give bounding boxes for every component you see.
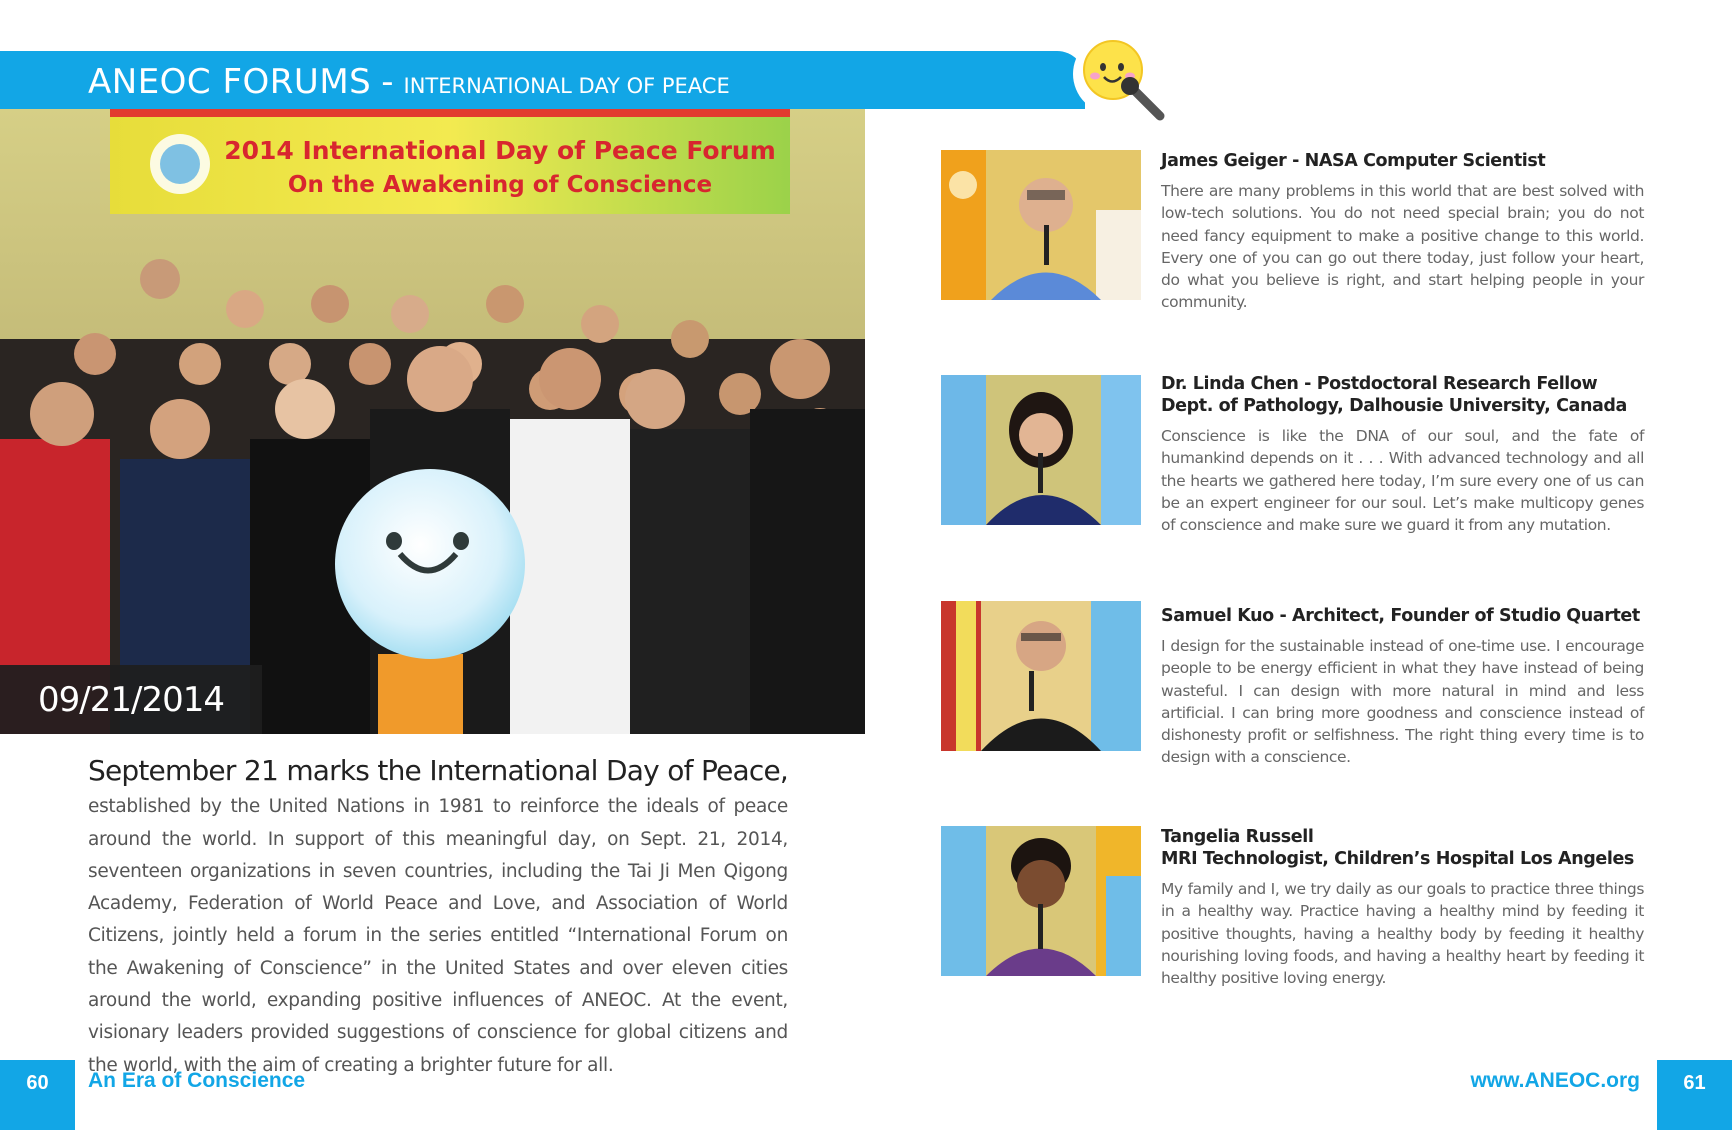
speaker-quote: There are many problems in this world that are best solved with low-tech solutions. You do not need special brain; you do not need fancy equipment to make a positive change to this world. Every one of you can go out there today, just follow your heart, do what you believe is right, and start helping people in your community. [1161, 182, 1644, 312]
speaker-photo-james-geiger [941, 150, 1141, 300]
speaker-quote: Conscience is like the DNA of our soul, and the fate of humankind depends on it . . . With advanced technology and all the hearts we gathered here today, I’m sure every one of us can be an expert engineer for our soul. Let’s make multicopy genes of conscience and make sure we guard it from any mutation. [1161, 427, 1644, 535]
speaker-block-tangelia-russell [1161, 826, 1644, 989]
speaker-affiliation: Dept. of Pathology, Dalhousie University, Canada [1161, 396, 1627, 416]
hero-group-photo [0, 109, 865, 734]
header-title-separator: - [381, 62, 394, 102]
article-lead: September 21 marks the International Day of Peace, [88, 754, 788, 787]
speaker-photo-linda-chen [941, 375, 1141, 525]
page-title [88, 62, 730, 102]
article-text: established by the United Nations in 1981 to reinforce the ideals of peace around the world. In support of this meaningful day, on Sept. 21, 2014, seventeen organizations in seven countries, including the Tai Ji Men Qigong Academy, Federation of World Peace and Love, and Association of World Citizens, jointly held a forum in the series entitled “International Forum on the Awakening of Conscience” in the United States and over eleven cities around the world, expanding positive influences of ANEOC. At the event, visionary leaders provided suggestions of conscience for global citizens and the world, with the aim of creating a brighter future for all. [88, 796, 788, 1076]
article-body [88, 755, 788, 1082]
banner-line-1: 2014 International Day of Peace Forum [224, 136, 776, 165]
footer-website-link[interactable]: www.ANEOC.org [1470, 1069, 1640, 1092]
footer-publication-title: An Era of Conscience [88, 1069, 306, 1092]
page-number-right: 61 [1657, 1060, 1732, 1130]
speaker-block-samuel-kuo [1161, 605, 1644, 769]
banner-line-2: On the Awakening of Conscience [287, 172, 713, 198]
event-date-badge: 09/21/2014 [0, 665, 262, 734]
speaker-name: Dr. Linda Chen - Postdoctoral Research Fellow [1161, 374, 1598, 394]
speaker-block-james-geiger [1161, 150, 1644, 314]
speaker-name: Samuel Kuo - Architect, Founder of Studio Quartet [1161, 606, 1640, 626]
header-subtitle: INTERNATIONAL DAY OF PEACE [403, 74, 730, 98]
speaker-quote: I design for the sustainable instead of one-time use. I encourage people to be energy efficient in what they have instead of being wasteful. I can design with more natural in mind and less artificial. I can bring more goodness and conscience instead of dishonesty profit or selfishness. The right thing every time is to design with a conscience. [1161, 637, 1644, 767]
speaker-quote: My family and I, we try daily as our goals to practice three things in a healthy way. Practice having a healthy mind by feeding it positive thoughts, having a healthy body by feeding it healthy nourishing loving foods, and having a healthy heart by feeding it healthy positive loving energy. [1161, 880, 1644, 988]
speaker-name: Tangelia Russell [1161, 827, 1314, 847]
smiley-microphone-icon [1068, 30, 1178, 130]
header-title-main: ANEOC FORUMS [88, 62, 372, 102]
page-number-left: 60 [0, 1060, 75, 1130]
speaker-photo-tangelia-russell [941, 826, 1141, 976]
speaker-affiliation: MRI Technologist, Children’s Hospital Los Angeles [1161, 849, 1634, 869]
speaker-block-linda-chen [1161, 373, 1644, 536]
speaker-photo-samuel-kuo [941, 601, 1141, 751]
speaker-name: James Geiger - NASA Computer Scientist [1161, 151, 1546, 171]
